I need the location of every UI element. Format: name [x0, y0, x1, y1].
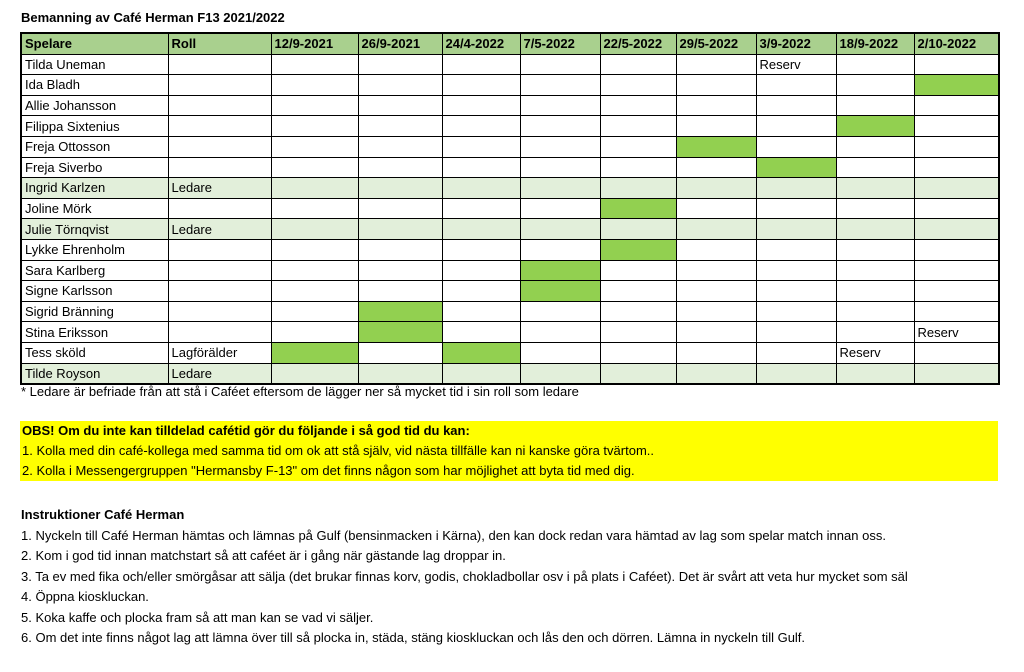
- role-cell: [168, 281, 271, 302]
- shift-cell: [676, 116, 756, 137]
- shift-cell: [520, 198, 600, 219]
- player-name-cell: Tilde Royson: [21, 363, 168, 384]
- shift-cell: [442, 136, 520, 157]
- shift-cell: [914, 342, 999, 363]
- shift-cell: [676, 178, 756, 199]
- table-row: [21, 75, 999, 96]
- player-name-cell: Ingrid Karlzen: [21, 178, 168, 199]
- obs-title: OBS! Om du inte kan tilldelad cafétid gör du följande i så god tid du kan:: [22, 423, 470, 438]
- shift-cell: [442, 75, 520, 96]
- role-cell: [168, 239, 271, 260]
- shift-cell: [442, 157, 520, 178]
- table-row: [21, 136, 999, 157]
- role-cell: [168, 198, 271, 219]
- table-row: [21, 281, 999, 302]
- shift-cell: [836, 301, 914, 322]
- column-header-role: Roll: [168, 33, 271, 54]
- shift-cell: [600, 260, 676, 281]
- shift-cell: [600, 178, 676, 199]
- shift-cell: [836, 239, 914, 260]
- shift-cell: [676, 239, 756, 260]
- shift-cell: [600, 95, 676, 116]
- shift-cell: [442, 178, 520, 199]
- shift-cell: [442, 116, 520, 137]
- shift-cell: [676, 281, 756, 302]
- assigned-shift-cell: [442, 342, 520, 363]
- instruction-item: 4. Öppna kioskluckan.: [21, 589, 149, 604]
- shift-cell: [520, 54, 600, 75]
- shift-cell: [756, 239, 836, 260]
- player-name-cell: Filippa Sixtenius: [21, 116, 168, 137]
- assigned-shift-cell: [836, 116, 914, 137]
- role-cell: [168, 95, 271, 116]
- shift-cell: [836, 281, 914, 302]
- shift-cell: [442, 239, 520, 260]
- shift-cell: [358, 116, 442, 137]
- shift-cell: [914, 363, 999, 384]
- shift-cell: [836, 95, 914, 116]
- role-cell: [168, 54, 271, 75]
- shift-cell: [442, 363, 520, 384]
- shift-cell: [756, 301, 836, 322]
- shift-cell: [836, 363, 914, 384]
- table-header-row: [21, 33, 999, 54]
- shift-cell: [271, 75, 358, 96]
- shift-cell: [676, 157, 756, 178]
- shift-cell: [600, 322, 676, 343]
- instructions-title: Instruktioner Café Herman: [21, 507, 185, 522]
- shift-cell: [442, 219, 520, 240]
- shift-cell: [520, 75, 600, 96]
- shift-cell: [520, 239, 600, 260]
- assigned-shift-cell: [271, 342, 358, 363]
- role-cell: [168, 322, 271, 343]
- player-name-cell: Stina Eriksson: [21, 322, 168, 343]
- shift-cell: [358, 342, 442, 363]
- table-row: [21, 95, 999, 116]
- shift-cell: [600, 136, 676, 157]
- shift-cell: [676, 260, 756, 281]
- shift-cell: [520, 301, 600, 322]
- shift-cell: [271, 260, 358, 281]
- shift-cell: [600, 219, 676, 240]
- assigned-shift-cell: [676, 136, 756, 157]
- shift-cell: [271, 54, 358, 75]
- shift-cell: [756, 260, 836, 281]
- shift-cell: [358, 363, 442, 384]
- shift-cell: [600, 281, 676, 302]
- player-name-cell: Tilda Uneman: [21, 54, 168, 75]
- table-row: [21, 260, 999, 281]
- shift-cell: [756, 178, 836, 199]
- shift-cell: [600, 157, 676, 178]
- role-cell: Ledare: [168, 363, 271, 384]
- shift-cell: [914, 239, 999, 260]
- shift-cell: [914, 301, 999, 322]
- table-row: [21, 54, 999, 75]
- player-name-cell: Sigrid Bränning: [21, 301, 168, 322]
- shift-cell: [271, 363, 358, 384]
- assigned-shift-cell: [914, 75, 999, 96]
- shift-cell: [520, 116, 600, 137]
- shift-cell: [914, 260, 999, 281]
- shift-cell: [520, 178, 600, 199]
- shift-cell: [676, 363, 756, 384]
- obs-item: 1. Kolla med din café-kollega med samma tid om ok att stå själv, vid nästa tillfälle kan ni kanske göra tvärtom..: [22, 443, 654, 458]
- schedule-table: [20, 32, 1000, 385]
- shift-cell: [271, 116, 358, 137]
- shift-cell: [756, 281, 836, 302]
- shift-cell: [271, 301, 358, 322]
- column-header-date: 22/5-2022: [600, 33, 676, 54]
- table-row: [21, 178, 999, 199]
- player-name-cell: Julie Törnqvist: [21, 219, 168, 240]
- assigned-shift-cell: [358, 301, 442, 322]
- shift-cell: [520, 342, 600, 363]
- column-header-date: 7/5-2022: [520, 33, 600, 54]
- table-row: [21, 219, 999, 240]
- shift-cell: [914, 198, 999, 219]
- assigned-shift-cell: [600, 198, 676, 219]
- shift-cell: [442, 301, 520, 322]
- shift-cell: [442, 198, 520, 219]
- assigned-shift-cell: [358, 322, 442, 343]
- shift-cell: [271, 136, 358, 157]
- shift-cell: [756, 198, 836, 219]
- role-cell: Ledare: [168, 219, 271, 240]
- shift-cell: [271, 322, 358, 343]
- column-header-date: 29/5-2022: [676, 33, 756, 54]
- shift-cell: [271, 198, 358, 219]
- instruction-item: 2. Kom i god tid innan matchstart så att caféet är i gång när gästande lag droppar in.: [21, 548, 506, 563]
- shift-cell: [271, 95, 358, 116]
- shift-cell: [271, 157, 358, 178]
- shift-cell: [756, 363, 836, 384]
- shift-cell: [676, 198, 756, 219]
- shift-cell: [358, 54, 442, 75]
- table-row: [21, 342, 999, 363]
- column-header-date: 2/10-2022: [914, 33, 999, 54]
- shift-cell: [756, 322, 836, 343]
- shift-cell: [358, 260, 442, 281]
- role-cell: Ledare: [168, 178, 271, 199]
- shift-cell: [756, 116, 836, 137]
- shift-cell: [358, 219, 442, 240]
- shift-cell: [358, 95, 442, 116]
- column-header-date: 12/9-2021: [271, 33, 358, 54]
- shift-cell: [271, 178, 358, 199]
- table-row: [21, 198, 999, 219]
- column-header-date: 18/9-2022: [836, 33, 914, 54]
- shift-cell: [520, 363, 600, 384]
- shift-cell: [914, 54, 999, 75]
- shift-cell: [520, 136, 600, 157]
- assigned-shift-cell: [520, 281, 600, 302]
- shift-cell: [914, 136, 999, 157]
- shift-cell: [600, 116, 676, 137]
- shift-cell: [600, 54, 676, 75]
- shift-cell: [836, 75, 914, 96]
- table-row: [21, 157, 999, 178]
- shift-cell: Reserv: [756, 54, 836, 75]
- shift-cell: [914, 116, 999, 137]
- shift-cell: [358, 198, 442, 219]
- role-cell: [168, 260, 271, 281]
- table-row: [21, 322, 999, 343]
- shift-cell: [442, 322, 520, 343]
- shift-cell: [600, 301, 676, 322]
- shift-cell: [442, 54, 520, 75]
- shift-cell: [520, 157, 600, 178]
- shift-cell: [756, 219, 836, 240]
- shift-cell: [358, 75, 442, 96]
- shift-cell: [836, 136, 914, 157]
- player-name-cell: Signe Karlsson: [21, 281, 168, 302]
- obs-item: 2. Kolla i Messengergruppen "Hermansby F-13" om det finns någon som har möjlighet att byta tid med dig.: [22, 463, 635, 478]
- role-cell: Lagförälder: [168, 342, 271, 363]
- instructions-section: [21, 505, 908, 649]
- shift-cell: [271, 239, 358, 260]
- shift-cell: [914, 219, 999, 240]
- column-header-date: 3/9-2022: [756, 33, 836, 54]
- player-name-cell: Joline Mörk: [21, 198, 168, 219]
- shift-cell: [600, 342, 676, 363]
- player-name-cell: Allie Johansson: [21, 95, 168, 116]
- shift-cell: [836, 54, 914, 75]
- obs-box: [20, 421, 998, 481]
- shift-cell: [756, 136, 836, 157]
- shift-cell: [914, 157, 999, 178]
- shift-cell: [520, 95, 600, 116]
- shift-cell: Reserv: [836, 342, 914, 363]
- shift-cell: Reserv: [914, 322, 999, 343]
- shift-cell: [271, 281, 358, 302]
- shift-cell: [358, 136, 442, 157]
- shift-cell: [836, 260, 914, 281]
- column-header-player: Spelare: [21, 33, 168, 54]
- shift-cell: [676, 342, 756, 363]
- shift-cell: [836, 322, 914, 343]
- shift-cell: [756, 75, 836, 96]
- table-row: [21, 363, 999, 384]
- shift-cell: [520, 322, 600, 343]
- column-header-date: 26/9-2021: [358, 33, 442, 54]
- role-cell: [168, 157, 271, 178]
- shift-cell: [836, 178, 914, 199]
- shift-cell: [756, 342, 836, 363]
- shift-cell: [836, 219, 914, 240]
- assigned-shift-cell: [520, 260, 600, 281]
- instruction-item: 1. Nyckeln till Café Herman hämtas och lämnas på Gulf (bensinmacken i Kärna), den kan dock redan vara hämtad av lag som spelar match innan oss.: [21, 527, 886, 543]
- shift-cell: [358, 178, 442, 199]
- shift-cell: [676, 75, 756, 96]
- player-name-cell: Freja Ottosson: [21, 136, 168, 157]
- shift-cell: [358, 157, 442, 178]
- instruction-item: 6. Om det inte finns något lag att lämna över till så plocka in, städa, stäng kioskluckan och lås den och dörren. Lämna in nyckeln till Gulf.: [21, 630, 806, 645]
- shift-cell: [600, 75, 676, 96]
- role-cell: [168, 301, 271, 322]
- shift-cell: [600, 363, 676, 384]
- player-name-cell: Ida Bladh: [21, 75, 168, 96]
- shift-cell: [676, 322, 756, 343]
- role-cell: [168, 75, 271, 96]
- shift-cell: [756, 95, 836, 116]
- table-row: [21, 239, 999, 260]
- shift-cell: [676, 301, 756, 322]
- shift-cell: [442, 281, 520, 302]
- shift-cell: [358, 239, 442, 260]
- shift-cell: [271, 219, 358, 240]
- column-header-date: 24/4-2022: [442, 33, 520, 54]
- player-name-cell: Sara Karlberg: [21, 260, 168, 281]
- instruction-item: 3. Ta ev med fika och/eller smörgåsar att sälja (det brukar finnas korv, godis, chokladbollar osv i på plats i Caféet). Det är svårt att veta hur mycket som säl: [21, 568, 908, 584]
- page-title: Bemanning av Café Herman F13 2021/2022: [21, 10, 285, 25]
- role-cell: [168, 116, 271, 137]
- shift-cell: [836, 198, 914, 219]
- shift-cell: [914, 95, 999, 116]
- table-row: [21, 301, 999, 322]
- shift-cell: [676, 219, 756, 240]
- role-cell: [168, 136, 271, 157]
- assigned-shift-cell: [600, 239, 676, 260]
- shift-cell: [520, 219, 600, 240]
- shift-cell: [914, 281, 999, 302]
- shift-cell: [676, 95, 756, 116]
- instruction-item: 5. Koka kaffe och plocka fram så att man kan se vad vi säljer.: [21, 609, 374, 625]
- shift-cell: [914, 178, 999, 199]
- shift-cell: [836, 157, 914, 178]
- shift-cell: [358, 281, 442, 302]
- shift-cell: [442, 260, 520, 281]
- footnote: * Ledare är befriade från att stå i Caféet eftersom de lägger ner så mycket tid i sin roll som ledare: [21, 384, 579, 399]
- table-row: [21, 116, 999, 137]
- player-name-cell: Tess sköld: [21, 342, 168, 363]
- shift-cell: [676, 54, 756, 75]
- player-name-cell: Freja Siverbo: [21, 157, 168, 178]
- shift-cell: [442, 95, 520, 116]
- player-name-cell: Lykke Ehrenholm: [21, 239, 168, 260]
- assigned-shift-cell: [756, 157, 836, 178]
